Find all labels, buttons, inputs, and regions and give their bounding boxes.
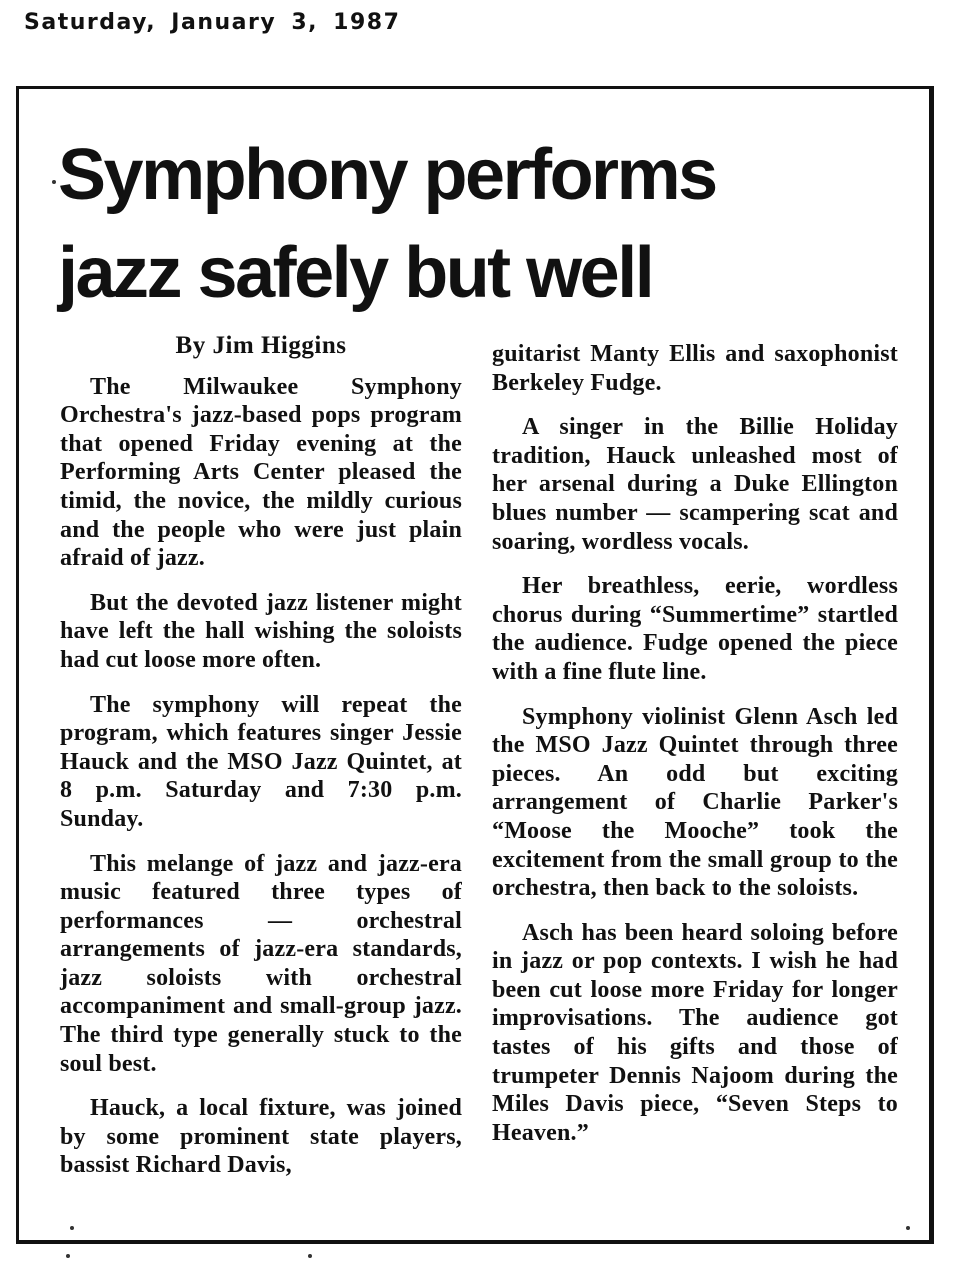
scan-speck: [308, 1254, 312, 1258]
paragraph-continued: guitarist Manty Ellis and saxophonist Berkeley Fudge.: [492, 341, 898, 396]
paragraph: Hauck, a local fixture, was joined by some prominent state players, bassist Richard Davis,: [60, 1095, 462, 1179]
byline: By Jim Higgins: [175, 332, 347, 359]
paragraph: But the devoted jazz listener might have left the hall wishing the soloists had cut loose more often.: [60, 589, 462, 673]
paragraph: This melange of jazz and jazz-era music featured three types of performances — orchestral arrangements of jazz-era standards, jazz soloists with orchestral accompaniment and small-group jazz. The third type generally stuck to the soul best.: [60, 850, 462, 1077]
paragraph: The symphony will repeat the program, which features singer Jessie Hauck and the MSO Jazz Quintet, at 8 p.m. Saturday and 7:30 p.m. Sunday.: [60, 691, 462, 832]
scan-speck: [52, 180, 56, 184]
dateline: Saturday, January 3, 1987: [24, 10, 401, 35]
headline-line-1: Symphony performs: [58, 135, 716, 215]
scan-speck: [906, 1226, 910, 1230]
paragraph: Asch has been heard soloing before in jazz or pop contexts. I wish he had been cut loose more Friday for longer improvisations. The audience got tastes of his gifts and those of trumpeter Dennis Najoom during the Miles Davis piece, “Seven Steps to Heaven.”: [492, 919, 898, 1146]
headline: [58, 126, 888, 322]
paragraph: Symphony violinist Glenn Asch led the MSO Jazz Quintet through three pieces. An odd but exciting arrangement of Charlie Parker's “Moose the Mooche” took the excitement from the small group to the orchestra, then back to the soloists.: [492, 703, 898, 902]
scan-speck: [70, 1226, 74, 1230]
paragraph: Her breathless, eerie, wordless chorus during “Summertime” startled the audience. Fudge opened the piece with a fine flute line.: [492, 573, 898, 685]
headline-line-2: jazz safely but well: [58, 233, 653, 313]
paragraph: The Milwaukee Symphony Orchestra's jazz-based pops program that opened Friday evening at the Performing Arts Center pleased the timid, the novice, the mildly curious and the people who were just plain afraid of jazz.: [60, 373, 462, 572]
article-column-right: [492, 340, 898, 1163]
article-column-left: [60, 332, 462, 1196]
scan-speck: [66, 1254, 70, 1258]
paragraph: A singer in the Billie Holiday tradition, Hauck unleashed most of her arsenal during a Duke Ellington blues number — scampering scat and soaring, wordless vocals.: [492, 414, 898, 555]
